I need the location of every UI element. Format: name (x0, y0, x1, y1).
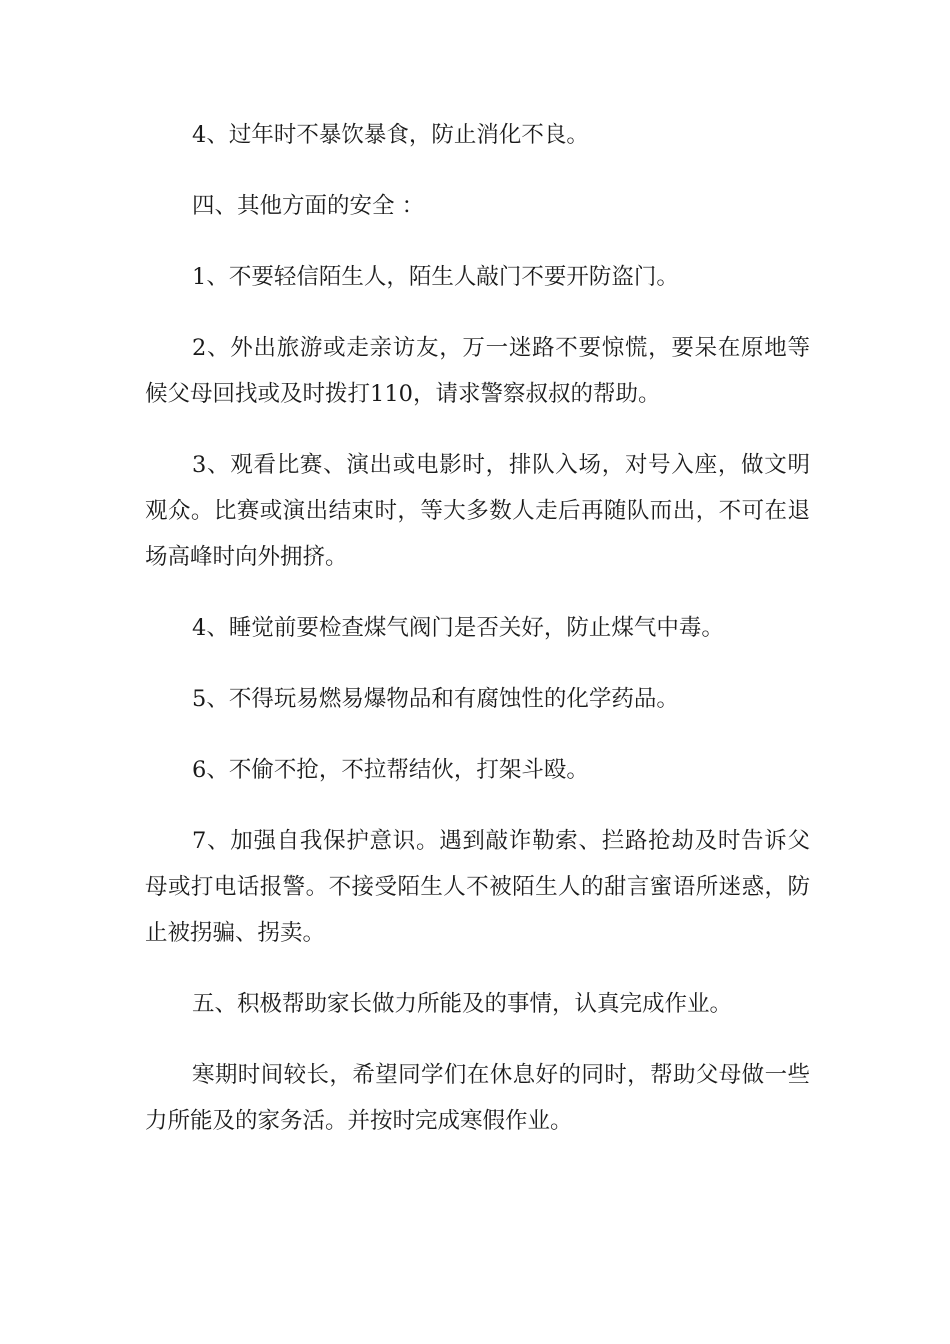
paragraph-other-safety-3: 3、观看比赛、演出或电影时，排队入场，对号入座，做文明观众。比赛或演出结束时，等大多数人走后再随队而出，不可在退场高峰时向外拥挤。 (145, 452, 810, 570)
document-body (145, 112, 810, 1169)
paragraph-other-safety-4: 4、睡觉前要检查煤气阀门是否关好，防止煤气中毒。 (192, 615, 724, 641)
paragraph-other-safety-5: 5、不得玩易燃易爆物品和有腐蚀性的化学药品。 (192, 686, 679, 712)
paragraph-food-safety-4: 4、过年时不暴饮暴食，防止消化不良。 (192, 122, 589, 148)
paragraph-other-safety-7: 7、加强自我保护意识。遇到敲诈勒索、拦路抢劫及时告诉父母或打电话报警。不接受陌生人不被陌生人的甜言蜜语所迷惑，防止被拐骗、拐卖。 (145, 828, 810, 946)
paragraph-other-safety-1: 1、不要轻信陌生人，陌生人敲门不要开防盗门。 (192, 264, 679, 290)
section-heading-help-parents: 五、积极帮助家长做力所能及的事情，认真完成作业。 (192, 991, 733, 1017)
paragraph-winter-break: 寒期时间较长，希望同学们在休息好的同时，帮助父母做一些力所能及的家务活。并按时完成寒假作业。 (145, 1062, 810, 1134)
paragraph-other-safety-6: 6、不偷不抢，不拉帮结伙，打架斗殴。 (192, 757, 589, 783)
section-heading-other-safety: 四、其他方面的安全 ： (192, 193, 425, 219)
paragraph-other-safety-2: 2、外出旅游或走亲访友，万一迷路不要惊慌，要呆在原地等候父母回找或及时拨打110，请求警察叔叔的帮助。 (145, 335, 810, 407)
